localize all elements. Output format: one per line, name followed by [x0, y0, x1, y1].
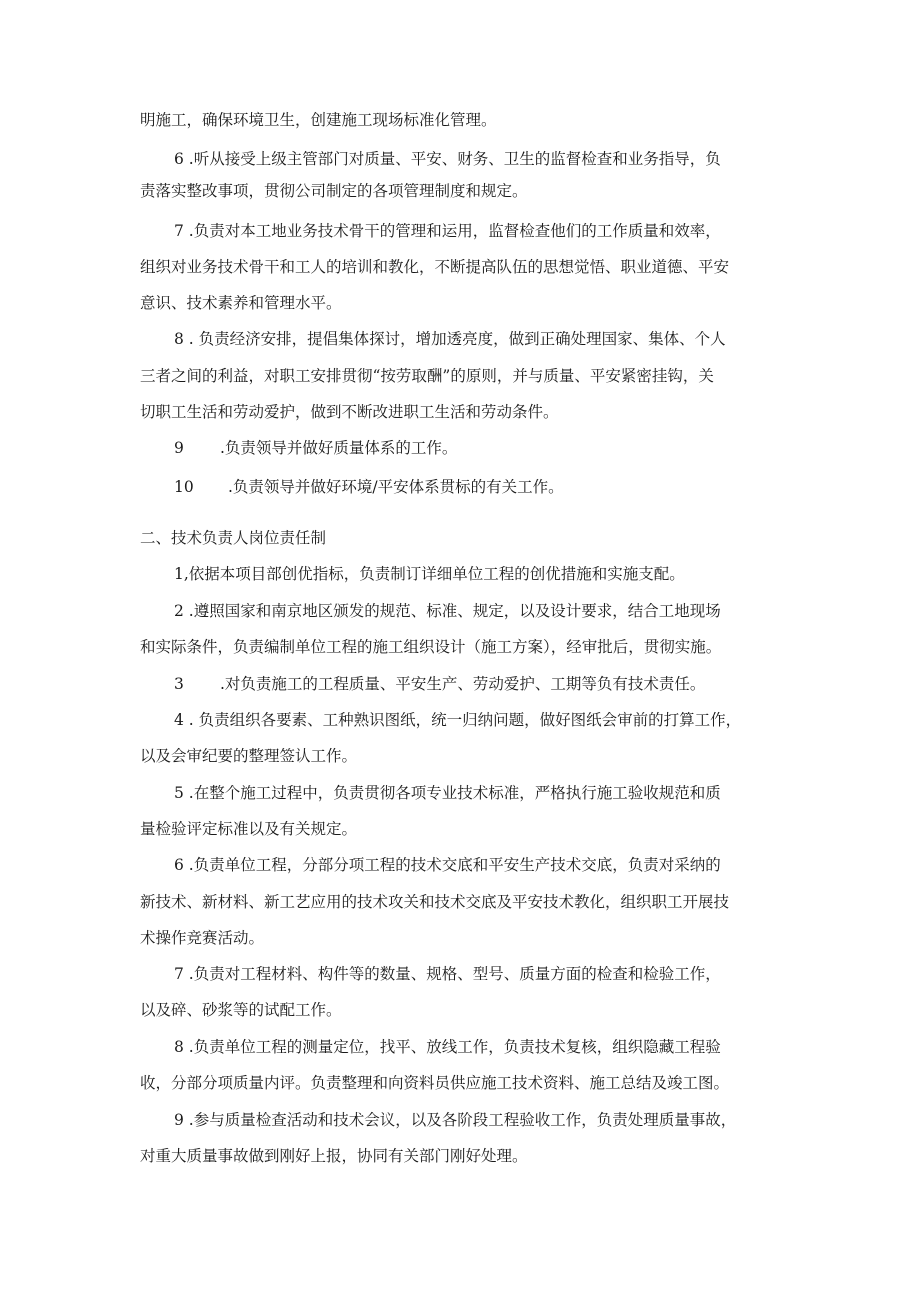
- s2-item-7-line-2: 以及碎、砂浆等的试配工作。: [140, 1001, 342, 1019]
- s1-item-6-line-2: 责落实整改事项，贯彻公司制定的各项管理制度和规定。: [140, 182, 528, 200]
- s1-item-7-line-1: 7 .负责对本工地业务技术骨干的管理和运用，监督检查他们的工作质量和效率，: [174, 222, 721, 240]
- s2-item-9-line-1: 9 .参与质量检查活动和技术会议，以及各阶段工程验收工作，负责处理质量事故，: [174, 1111, 737, 1129]
- s2-item-2-line-1: 2 .遵照国家和南京地区颁发的规范、标准、规定，以及设计要求，结合工地现场: [174, 602, 721, 620]
- s1-item-10: [174, 476, 834, 498]
- item-text: .负责领导并做好质量体系的工作。: [220, 439, 458, 457]
- s2-item-9-line-2: 对重大质量事故做到刚好上报，协同有关部门刚好处理。: [140, 1147, 528, 1165]
- s2-item-7-line-1: 7 .负责对工程材料、构件等的数量、规格、型号、质量方面的检查和检验工作，: [174, 965, 721, 983]
- s2-item-5-line-1: 5 .在整个施工过程中，负责贯彻各项专业技术标准，严格执行施工验收规范和质: [174, 784, 721, 802]
- s2-item-6-line-3: 术操作竞赛活动。: [140, 929, 265, 947]
- s1-item-6-line-1: 6 .听从接受上级主管部门对质量、平安、财务、卫生的监督检查和业务指导，负: [174, 150, 721, 168]
- item-number: 3: [174, 675, 184, 693]
- s2-item-8-line-1: 8 .负责单位工程的测量定位，找平、放线工作，负责技术复核，组织隐藏工程验: [174, 1038, 721, 1056]
- s2-item-4-line-2: 以及会审纪要的整理签认工作。: [140, 747, 358, 765]
- item-number: 9: [174, 439, 184, 457]
- item-text: .负责领导并做好环境/平安体系贯标的有关工作。: [228, 478, 564, 496]
- s2-item-5-line-2: 量检验评定标准以及有关规定。: [140, 820, 358, 838]
- s2-item-6-line-1: 6 .负责单位工程，分部分项工程的技术交底和平安生产技术交底，负责对采纳的: [174, 856, 721, 874]
- s1-item-8-line-3: 切职工生活和劳动爱护，做到不断改进职工生活和劳动条件。: [140, 403, 559, 421]
- section-2-heading: 二、技术负责人岗位责任制: [140, 529, 327, 547]
- paragraph-continuation: 明施工，确保环境卫生，创建施工现场标准化管理。: [140, 111, 497, 129]
- item-number: 10: [174, 478, 194, 496]
- s1-item-9: [174, 437, 834, 459]
- s1-item-7-line-2: 组织对业务技术骨干和工人的培训和教化，不断提高队伍的思想觉悟、职业道德、平安: [140, 258, 730, 276]
- s1-item-8-line-2: 三者之间的利益，对职工安排贯彻“按劳取酬”的原则，并与质量、平安紧密挂钩，关: [140, 367, 714, 385]
- s1-item-7-line-3: 意识、技术素养和管理水平。: [140, 294, 342, 312]
- s2-item-4-line-1: 4 . 负责组织各要素、工种熟识图纸，统一归纳问题，做好图纸会审前的打算工作，: [174, 711, 742, 729]
- s2-item-1: 1,依据本项目部创优指标，负责制订详细单位工程的创优措施和实施支配。: [174, 565, 685, 583]
- s2-item-8-line-2: 收，分部分项质量内评。负责整理和向资料员供应施工技术资料、施工总结及竣工图。: [140, 1074, 730, 1092]
- item-text: .对负责施工的工程质量、平安生产、劳动爱护、工期等负有技术责任。: [220, 675, 706, 693]
- s2-item-3: [174, 673, 834, 695]
- s2-item-6-line-2: 新技术、新材料、新工艺应用的技术攻关和技术交底及平安技术教化，组织职工开展技: [140, 893, 730, 911]
- s1-item-8-line-1: 8 . 负责经济安排，提倡集体探讨，增加透亮度，做到正确处理国家、集体、个人: [174, 330, 726, 348]
- s2-item-2-line-2: 和实际条件，负责编制单位工程的施工组织设计（施工方案），经审批后，贯彻实施。: [140, 638, 722, 656]
